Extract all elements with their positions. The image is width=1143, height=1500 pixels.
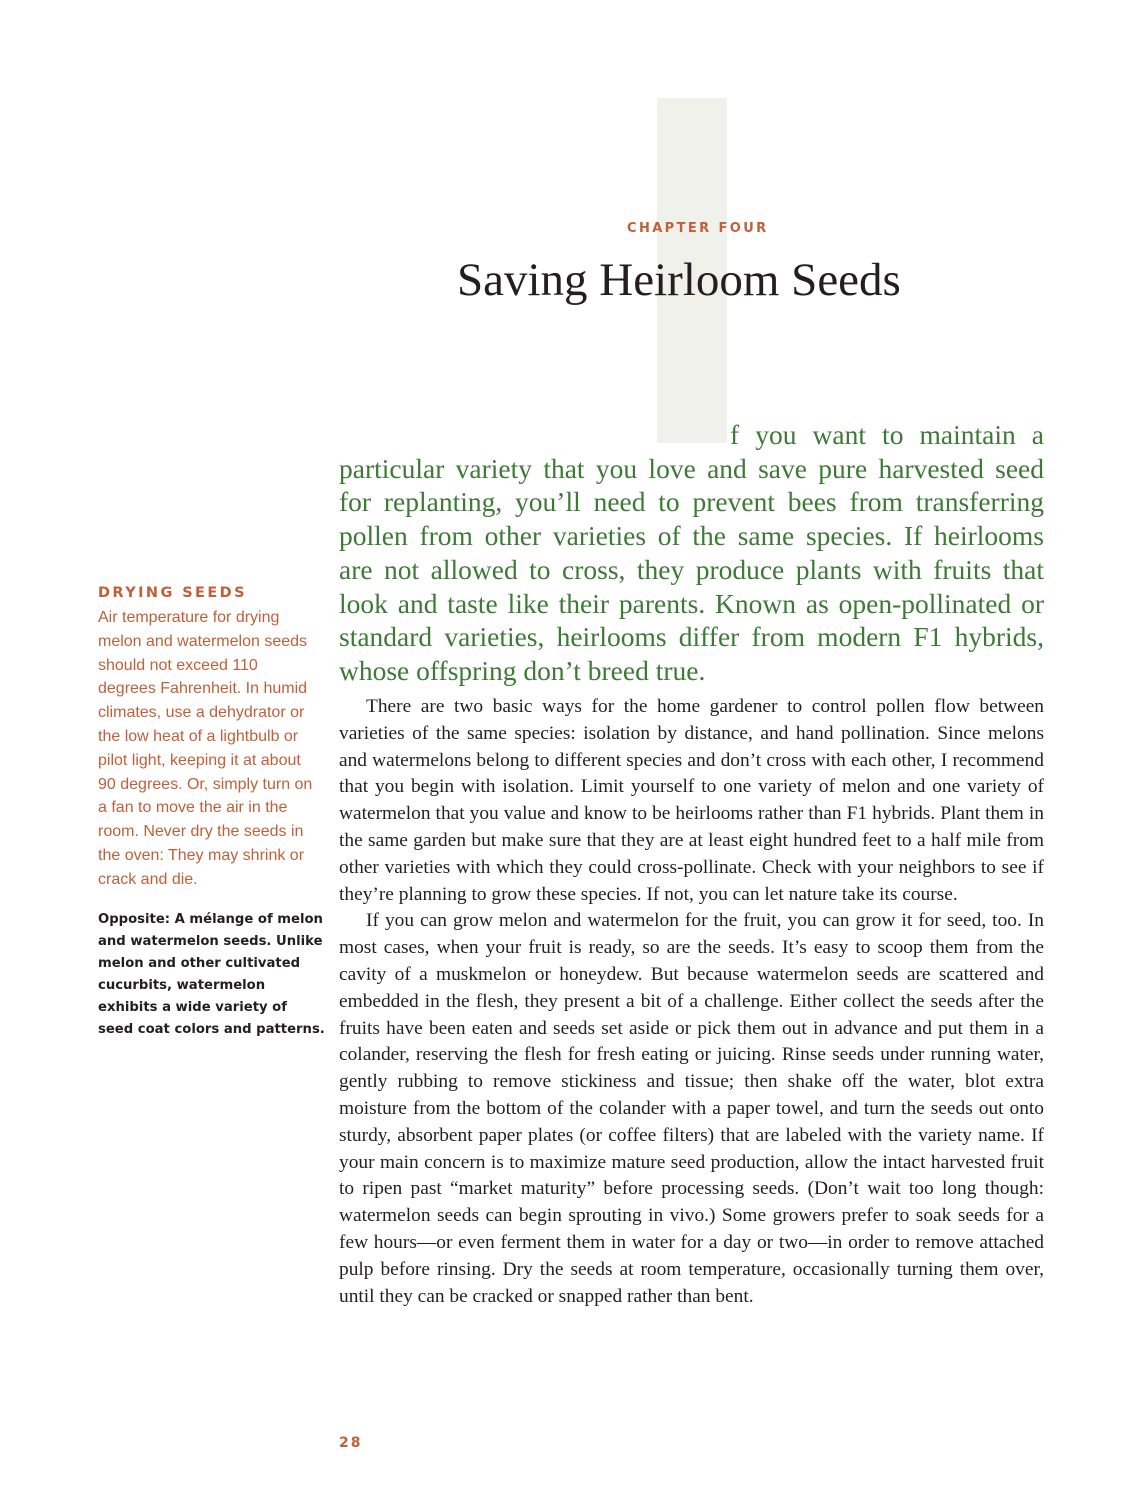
intro-line: f you want to maintain a (730, 419, 1044, 450)
body-paragraph: If you can grow melon and watermelon for the fruit, you can grow it for seed, too. In most cases, when your fruit is ready, so are the seeds. It’s easy to scoop them from the cavity of a muskmelon or honeydew. But because watermelon seeds are scattered and embedded in the flesh, they present a bit of a challenge. Either collect the seeds after the fruits have been eaten and seeds set aside or pick them out in advance and put them in a colander, reserving the flesh for fresh eating or juicing. Rinse seeds under running water, gently rubbing to remove stickiness and tissue; then shake off the water, blot extra moisture from the bottom of the colander with a paper towel, and turn the seeds out onto sturdy, absorbent paper plates (or coffee filters) that are labeled with the variety name. If your main concern is to maximize mature seed production, allow the intact harvested fruit to ripen past “market maturity” before processing seeds. (Don’t wait too long though: watermelon seeds can begin sprouting in vivo.) Some growers prefer to soak seeds for a few hours—or even ferment them in water for a day or two—in order to remove attached pulp before rinsing. Dry the seeds at room temperature, occasionally turning them over, until they can be cracked or snapped rather than bent. (339, 910, 1044, 1307)
intro-line: particular variety that you love and save pure harvested seed (339, 452, 1044, 484)
page-number: 28 (339, 1435, 363, 1451)
intro-line: for replanting, you’ll need to prevent bees from transferring (339, 486, 1044, 518)
body-text (339, 694, 1044, 1310)
chapter-title: Saving Heirloom Seeds (457, 254, 901, 306)
sidebar-text: Air temperature for drying melon and watermelon seeds should not exceed 110 degrees Fahrenheit. In humid climates, use a dehydrator or the low heat of a lightbulb or pilot light, keeping it at about 90 degrees. Or, simply turn on a fan to move the air in the room. Never dry the seeds in the oven: They may shrink or crack and die. (98, 609, 313, 888)
intro-line: pollen from other varieties of the same species. If heirlooms (339, 520, 1044, 552)
intro-line: look and taste like their parents. Known as open-pollinated or (339, 587, 1044, 619)
sidebar-heading: DRYING SEEDS (98, 585, 247, 601)
chapter-label: CHAPTER FOUR (627, 221, 769, 236)
intro-line: standard varieties, heirlooms differ from modern F1 hybrids, (339, 621, 1044, 653)
photo-caption: Opposite: A mélange of melon and watermelon seeds. Unlike melon and other cultivated cucurbits, watermelon exhibits a wide variety of seed coat colors and patterns. (98, 912, 325, 1037)
intro-paragraph (339, 418, 1044, 688)
intro-line: are not allowed to cross, they produce plants with fruits that (339, 553, 1044, 585)
intro-line: whose offspring don’t breed true. (339, 654, 706, 686)
body-paragraph: There are two basic ways for the home gardener to control pollen flow between varieties of the same species: isolation by distance, and hand pollination. Since melons and watermelons belong to different species and don’t cross with each other, I recommend that you begin with isolation. Limit yourself to one variety of melon and one variety of watermelon that you value and know to be heirlooms rather than F1 hybrids. Plant them in the same garden but make sure that they are at least eight hundred feet to a half mile from other varieties with which they could cross-pollinate. Check with your neighbors to see if they’re planning to grow these species. If not, you can let nature take its course. (339, 696, 1044, 905)
